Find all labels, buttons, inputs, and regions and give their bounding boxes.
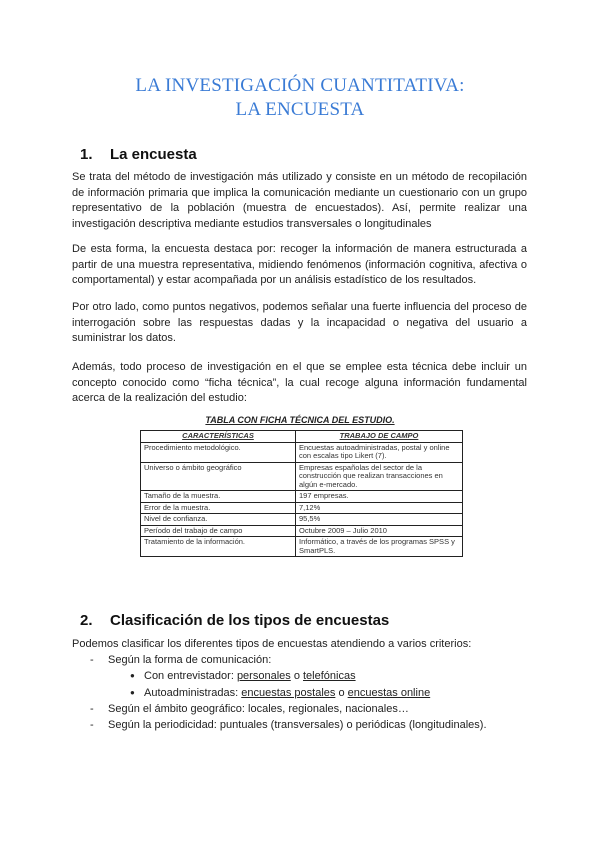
bullet-icon: ● [130,687,135,697]
paragraph-2: De esta forma, la encuesta destaca por: recoger la información de manera estructurada a partir de una muestra representativa, midiendo fenómenos (información cognitiva, afectiva o comportamental) y estar acompañada por un análisis estadístico de los resultados. [72,243,527,286]
table-cell: 197 empresas. [296,491,463,503]
table-row [141,442,463,462]
paragraph-3: Por otro lado, como puntos negativos, podemos señalar una fuerte influencia del proceso de interrogación sobre las respuestas dadas y la incapacidad o negativa del usuario a suministrar los datos. [72,301,527,344]
table-row [141,537,463,557]
table-row [141,525,463,537]
list-item [72,717,487,733]
table-cell: Procedimiento metodológico. [141,442,296,462]
table-header-cell: TRABAJO DE CAMPO [296,431,463,443]
classification-list [72,636,487,733]
link-encuestas-online: encuestas online [347,686,431,699]
link-personales: personales [236,670,291,683]
table-cell: Octubre 2009 – Julio 2010 [296,525,463,537]
list-item-text: Según la forma de comunicación: [108,654,272,667]
table-cell: Informático, a través de los programas SPSS y SmartPLS. [296,537,463,557]
list-item-text: Según la periodicidad: puntuales (transversales) o periódicas (longitudinales). [108,719,487,732]
section-1-number: 1. [80,146,93,163]
list-item [72,701,487,717]
section-2-number: 2. [80,612,93,629]
link-telefonicas: telefónicas [303,670,356,683]
title-line-2: LA ENCUESTA [235,99,365,120]
table-cell: Tamaño de la muestra. [141,491,296,503]
link-encuestas-postales: encuestas postales [241,686,336,699]
table-header-cell: CARACTERÍSTICAS [141,431,296,443]
sub-item-conj: o [335,686,348,699]
table-row [141,502,463,514]
table-cell: Período del trabajo de campo [141,525,296,537]
table-cell: Empresas españolas del sector de la construcción que realizan transacciones en algún e-mercado. [296,462,463,491]
table-cell: Encuestas autoadministradas, postal y online con escalas tipo Likert (7). [296,442,463,462]
list-intro: Podemos clasificar los diferentes tipos de encuestas atendiendo a varios criterios: [72,638,472,650]
table-cell: Error de la muestra. [141,502,296,514]
document-title [0,74,600,122]
table-cell: Tratamiento de la información. [141,537,296,557]
sub-item-prefix: Con entrevistador: [144,670,237,683]
sub-item-conj: o [290,670,303,683]
table-caption: TABLA CON FICHA TÉCNICA DEL ESTUDIO. [205,415,395,425]
table-row [141,462,463,491]
table-cell: 7,12% [296,502,463,514]
table-cell: 95,5% [296,514,463,526]
section-2-heading [80,612,389,629]
paragraph-1: Se trata del método de investigación más utilizado y consiste en un método de recopilación de información primaria que implica la comunicación mediante un cuestionario con un grupo representativo de la población (muestra de encuestados). Así, permite realizar una investigación descriptiva mediante estudios transversales o longitudinales [72,171,527,230]
table-row [141,491,463,503]
section-1-heading [80,146,197,163]
sub-list-item [72,685,487,701]
list-item-text: Según el ámbito geográfico: locales, regionales, nacionales… [108,702,409,715]
bullet-icon: ● [130,671,135,681]
table-row [141,514,463,526]
sub-item-prefix: Autoadministradas: [144,686,242,699]
section-2-title: Clasificación de los tipos de encuestas [110,612,390,629]
title-line-1: LA INVESTIGACIÓN CUANTITATIVA: [135,75,465,96]
dash-marker: - [90,719,94,732]
table-cell: Universo o ámbito geográfico [141,462,296,491]
paragraph-4: Además, todo proceso de investigación en el que se emplee esta técnica debe incluir un concepto conocido como “ficha técnica”, la cual recoge alguna información fundamental acerca de la realización del estudio: [72,361,527,404]
section-1-title: La encuesta [110,146,197,163]
sub-list-item [72,668,487,684]
list-item [72,652,487,668]
ficha-tecnica-table [140,430,463,557]
table-cell: Nivel de confianza. [141,514,296,526]
dash-marker: - [90,702,94,715]
dash-marker: - [90,654,94,667]
table-header-row [141,431,463,443]
